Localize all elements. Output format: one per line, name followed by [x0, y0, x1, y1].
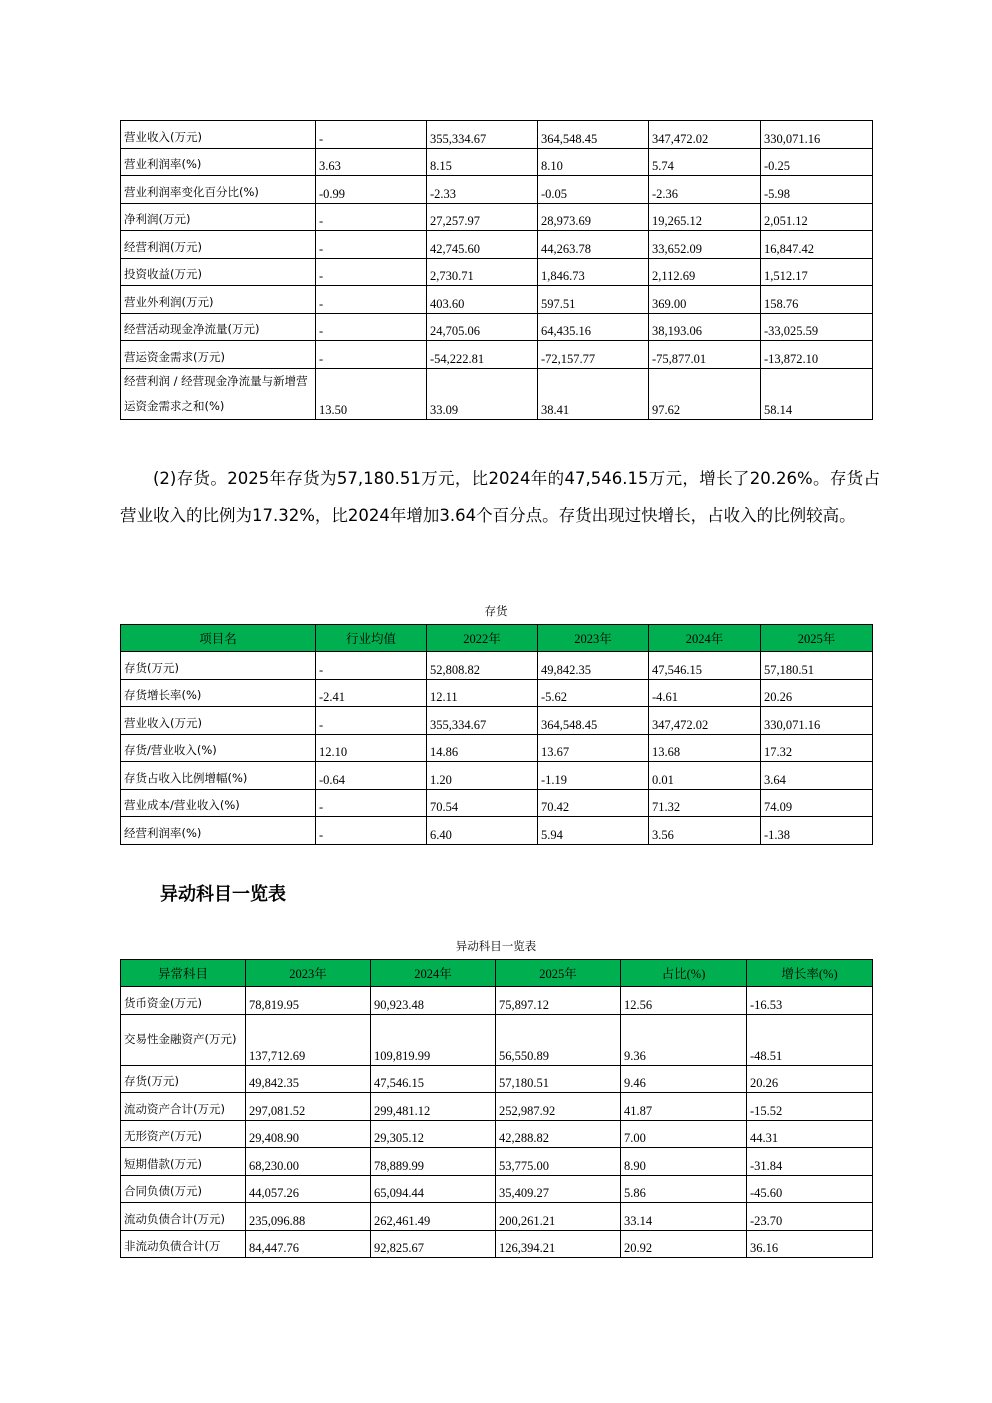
table2-header-cell: 2022年	[427, 625, 538, 652]
value-cell: -	[316, 231, 427, 259]
value-cell: 57,180.51	[496, 1065, 621, 1093]
row-label-cell: 营业成本/营业收入(%)	[121, 789, 316, 817]
row-label-cell: 存货(万元)	[121, 1065, 246, 1093]
value-cell: 47,546.15	[371, 1065, 496, 1093]
table-row	[121, 203, 873, 231]
value-cell: -	[316, 203, 427, 231]
value-cell: 364,548.45	[538, 121, 649, 149]
row-label-cell: 经营利润(万元)	[121, 231, 316, 259]
value-cell: -1.38	[761, 817, 873, 845]
inventory-paragraph: (2)存货。2025年存货为57,180.51万元，比2024年的47,546.15万元，增长了20.26%。存货占营业收入的比例为17.32%，比2024年增加3.64个百分点。存货出现过快增长，占收入的比例较高。	[120, 469, 880, 525]
value-cell: 3.64	[761, 762, 873, 790]
value-cell: 330,071.16	[761, 121, 873, 149]
value-cell: 13.68	[649, 734, 761, 762]
row-label-cell: 营业外利润(万元)	[121, 286, 316, 314]
value-cell: 52,808.82	[427, 652, 538, 680]
value-cell: 28,973.69	[538, 203, 649, 231]
value-cell: 56,550.89	[496, 1014, 621, 1065]
value-cell: 158.76	[761, 286, 873, 314]
value-cell: 17.32	[761, 734, 873, 762]
abnormal-table-caption: 异动科目一览表	[455, 939, 537, 953]
value-cell: 29,305.12	[371, 1120, 496, 1148]
value-cell: 1.20	[427, 762, 538, 790]
row-label-cell: 存货增长率(%)	[121, 679, 316, 707]
value-cell: -31.84	[747, 1148, 873, 1176]
value-cell: -	[316, 789, 427, 817]
row-label-cell: 交易性金融资产(万元)	[121, 1014, 246, 1065]
value-cell: 97.62	[649, 368, 761, 419]
table-row	[121, 762, 873, 790]
value-cell: 33.09	[427, 368, 538, 419]
value-cell: -4.61	[649, 679, 761, 707]
value-cell: -1.19	[538, 762, 649, 790]
value-cell: 252,987.92	[496, 1093, 621, 1121]
value-cell: 2,051.12	[761, 203, 873, 231]
value-cell: 12.56	[621, 987, 747, 1015]
value-cell: 75,897.12	[496, 987, 621, 1015]
table-row	[121, 1093, 873, 1121]
value-cell: 369.00	[649, 286, 761, 314]
section-heading: 异动科目一览表	[160, 884, 286, 905]
value-cell: -2.36	[649, 176, 761, 204]
value-cell: 8.90	[621, 1148, 747, 1176]
value-cell: 64,435.16	[538, 313, 649, 341]
value-cell: -	[316, 652, 427, 680]
table3-header-cell: 占比(%)	[621, 960, 747, 987]
row-label-cell: 营业利润率变化百分比(%)	[121, 176, 316, 204]
table2-header-cell: 2025年	[761, 625, 873, 652]
value-cell: -2.41	[316, 679, 427, 707]
table3-header-cell: 2025年	[496, 960, 621, 987]
row-label-cell: 无形资产(万元)	[121, 1120, 246, 1148]
value-cell: 235,096.88	[246, 1203, 371, 1231]
value-cell: 20.92	[621, 1230, 747, 1258]
value-cell: 20.26	[747, 1065, 873, 1093]
value-cell: 5.94	[538, 817, 649, 845]
value-cell: 29,408.90	[246, 1120, 371, 1148]
table-row	[121, 987, 873, 1015]
table-row	[121, 1203, 873, 1231]
table3-header-cell: 2024年	[371, 960, 496, 987]
table-row	[121, 368, 873, 419]
value-cell: -5.98	[761, 176, 873, 204]
value-cell: 13.67	[538, 734, 649, 762]
value-cell: -48.51	[747, 1014, 873, 1065]
table-row	[121, 341, 873, 369]
row-label-cell: 存货占收入比例增幅(%)	[121, 762, 316, 790]
table-row	[121, 679, 873, 707]
value-cell: 49,842.35	[538, 652, 649, 680]
value-cell: 3.63	[316, 148, 427, 176]
value-cell: 7.00	[621, 1120, 747, 1148]
row-label-cell: 经营利润 / 经营现金净流量与新增营运资金需求之和(%)	[121, 368, 316, 419]
value-cell: 297,081.52	[246, 1093, 371, 1121]
inventory-table	[120, 624, 873, 845]
inventory-table-caption: 存货	[484, 604, 508, 618]
value-cell: 200,261.21	[496, 1203, 621, 1231]
row-label-cell: 营运资金需求(万元)	[121, 341, 316, 369]
value-cell: 355,334.67	[427, 707, 538, 735]
row-label-cell: 短期借款(万元)	[121, 1148, 246, 1176]
value-cell: 1,512.17	[761, 258, 873, 286]
profit-table	[120, 120, 873, 420]
value-cell: 5.74	[649, 148, 761, 176]
row-label-cell: 流动负债合计(万元)	[121, 1203, 246, 1231]
value-cell: -	[316, 313, 427, 341]
value-cell: -15.52	[747, 1093, 873, 1121]
value-cell: 38,193.06	[649, 313, 761, 341]
row-label-cell: 经营利润率(%)	[121, 817, 316, 845]
table-row	[121, 258, 873, 286]
table-row	[121, 1014, 873, 1065]
table-row	[121, 817, 873, 845]
row-label-cell: 货币资金(万元)	[121, 987, 246, 1015]
value-cell: -2.33	[427, 176, 538, 204]
value-cell: -45.60	[747, 1175, 873, 1203]
row-label-cell: 非流动负债合计(万	[121, 1230, 246, 1258]
value-cell: 299,481.12	[371, 1093, 496, 1121]
value-cell: 70.54	[427, 789, 538, 817]
value-cell: 70.42	[538, 789, 649, 817]
value-cell: -16.53	[747, 987, 873, 1015]
value-cell: 78,819.95	[246, 987, 371, 1015]
value-cell: 65,094.44	[371, 1175, 496, 1203]
value-cell: -	[316, 258, 427, 286]
value-cell: 347,472.02	[649, 121, 761, 149]
value-cell: 6.40	[427, 817, 538, 845]
value-cell: -13,872.10	[761, 341, 873, 369]
value-cell: 33.14	[621, 1203, 747, 1231]
table-row	[121, 1230, 873, 1258]
value-cell: -	[316, 121, 427, 149]
value-cell: 33,652.09	[649, 231, 761, 259]
table2-header-cell: 2024年	[649, 625, 761, 652]
value-cell: -54,222.81	[427, 341, 538, 369]
value-cell: 355,334.67	[427, 121, 538, 149]
value-cell: -	[316, 817, 427, 845]
value-cell: 9.36	[621, 1014, 747, 1065]
value-cell: 20.26	[761, 679, 873, 707]
value-cell: 38.41	[538, 368, 649, 419]
value-cell: -	[316, 707, 427, 735]
value-cell: 403.60	[427, 286, 538, 314]
value-cell: 3.56	[649, 817, 761, 845]
table-row	[121, 1148, 873, 1176]
value-cell: -0.99	[316, 176, 427, 204]
table-row	[121, 1065, 873, 1093]
table-row	[121, 176, 873, 204]
value-cell: 49,842.35	[246, 1065, 371, 1093]
row-label-cell: 营业收入(万元)	[121, 121, 316, 149]
row-label-cell: 存货(万元)	[121, 652, 316, 680]
value-cell: 42,288.82	[496, 1120, 621, 1148]
value-cell: 74.09	[761, 789, 873, 817]
table-row	[121, 734, 873, 762]
value-cell: 53,775.00	[496, 1148, 621, 1176]
value-cell: 330,071.16	[761, 707, 873, 735]
value-cell: 42,745.60	[427, 231, 538, 259]
value-cell: 71.32	[649, 789, 761, 817]
table-row	[121, 231, 873, 259]
value-cell: 0.01	[649, 762, 761, 790]
value-cell: -	[316, 341, 427, 369]
table-row	[121, 121, 873, 149]
table-row	[121, 1175, 873, 1203]
value-cell: 1,846.73	[538, 258, 649, 286]
value-cell: 12.11	[427, 679, 538, 707]
abnormal-items-table	[120, 959, 873, 1258]
value-cell: 35,409.27	[496, 1175, 621, 1203]
value-cell: 44.31	[747, 1120, 873, 1148]
value-cell: 36.16	[747, 1230, 873, 1258]
value-cell: 19,265.12	[649, 203, 761, 231]
table2-header-cell: 2023年	[538, 625, 649, 652]
value-cell: 47,546.15	[649, 652, 761, 680]
value-cell: 78,889.99	[371, 1148, 496, 1176]
value-cell: 5.86	[621, 1175, 747, 1203]
value-cell: 90,923.48	[371, 987, 496, 1015]
value-cell: 14.86	[427, 734, 538, 762]
row-label-cell: 投资收益(万元)	[121, 258, 316, 286]
table-row	[121, 148, 873, 176]
value-cell: 347,472.02	[649, 707, 761, 735]
value-cell: 68,230.00	[246, 1148, 371, 1176]
value-cell: -0.05	[538, 176, 649, 204]
value-cell: 84,447.76	[246, 1230, 371, 1258]
table3-header-cell: 2023年	[246, 960, 371, 987]
value-cell: -	[316, 286, 427, 314]
row-label-cell: 流动资产合计(万元)	[121, 1093, 246, 1121]
value-cell: 109,819.99	[371, 1014, 496, 1065]
table-row	[121, 313, 873, 341]
table3-header-cell: 异常科目	[121, 960, 246, 987]
value-cell: -72,157.77	[538, 341, 649, 369]
value-cell: 58.14	[761, 368, 873, 419]
value-cell: 137,712.69	[246, 1014, 371, 1065]
value-cell: 2,112.69	[649, 258, 761, 286]
row-label-cell: 营业收入(万元)	[121, 707, 316, 735]
value-cell: -0.64	[316, 762, 427, 790]
row-label-cell: 净利润(万元)	[121, 203, 316, 231]
value-cell: 44,057.26	[246, 1175, 371, 1203]
table2-header-cell: 行业均值	[316, 625, 427, 652]
value-cell: 13.50	[316, 368, 427, 419]
value-cell: 364,548.45	[538, 707, 649, 735]
value-cell: 9.46	[621, 1065, 747, 1093]
row-label-cell: 存货/营业收入(%)	[121, 734, 316, 762]
value-cell: 27,257.97	[427, 203, 538, 231]
value-cell: 41.87	[621, 1093, 747, 1121]
table-row	[121, 707, 873, 735]
value-cell: 8.10	[538, 148, 649, 176]
value-cell: 44,263.78	[538, 231, 649, 259]
value-cell: -75,877.01	[649, 341, 761, 369]
value-cell: -23.70	[747, 1203, 873, 1231]
table-row	[121, 789, 873, 817]
table-row	[121, 286, 873, 314]
value-cell: -33,025.59	[761, 313, 873, 341]
value-cell: 24,705.06	[427, 313, 538, 341]
value-cell: 57,180.51	[761, 652, 873, 680]
table-row	[121, 1120, 873, 1148]
row-label-cell: 经营活动现金净流量(万元)	[121, 313, 316, 341]
row-label-cell: 合同负债(万元)	[121, 1175, 246, 1203]
value-cell: -5.62	[538, 679, 649, 707]
value-cell: 262,461.49	[371, 1203, 496, 1231]
value-cell: 92,825.67	[371, 1230, 496, 1258]
value-cell: 597.51	[538, 286, 649, 314]
row-label-cell: 营业利润率(%)	[121, 148, 316, 176]
table-row	[121, 652, 873, 680]
table3-header-cell: 增长率(%)	[747, 960, 873, 987]
value-cell: 8.15	[427, 148, 538, 176]
value-cell: 126,394.21	[496, 1230, 621, 1258]
value-cell: -0.25	[761, 148, 873, 176]
value-cell: 16,847.42	[761, 231, 873, 259]
value-cell: 12.10	[316, 734, 427, 762]
value-cell: 2,730.71	[427, 258, 538, 286]
table2-header-cell: 项目名	[121, 625, 316, 652]
